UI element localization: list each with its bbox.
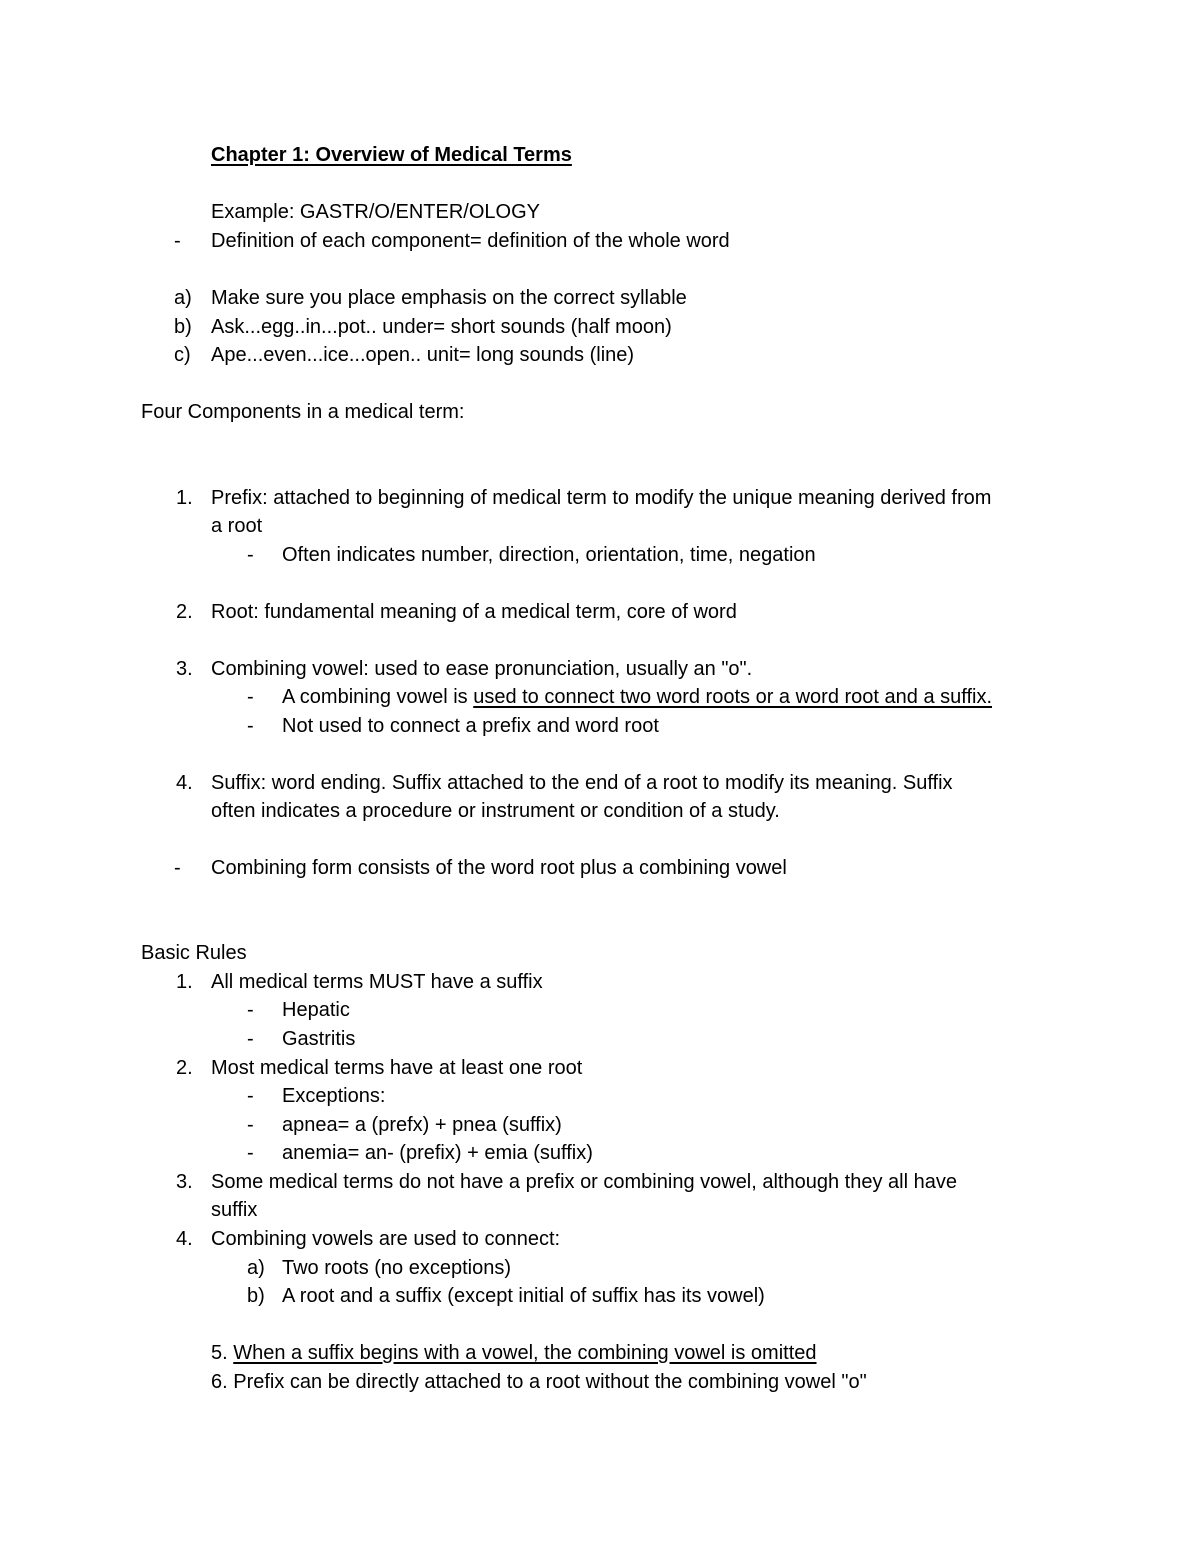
- example-bullet-marker: -: [174, 230, 181, 252]
- example-definition: Definition of each component= definition of the whole word: [211, 230, 730, 252]
- rule-2-sub-marker: -: [247, 1114, 254, 1136]
- component-vowel: Combining vowel: used to ease pronunciation, usually an "o".: [211, 658, 753, 680]
- rule-4-sub-b: A root and a suffix (except initial of suffix has its vowel): [282, 1285, 765, 1307]
- rule-2-sub-marker: -: [247, 1085, 254, 1107]
- component-marker-root: 2.: [176, 601, 193, 623]
- component-vowel-sub1-plain: A combining vowel is: [282, 686, 474, 708]
- rule-4-sub-marker-a: a): [247, 1257, 265, 1279]
- components-heading: Four Components in a medical term:: [141, 401, 465, 423]
- component-vowel-sub2-marker: -: [247, 715, 254, 737]
- example-line: Example: GASTR/O/ENTER/OLOGY: [211, 201, 540, 223]
- rule-marker-3: 3.: [176, 1171, 193, 1193]
- component-vowel-sub1-underlined: used to connect two word roots or a word root and a suffix.: [473, 686, 993, 708]
- rule-4: Combining vowels are used to connect:: [211, 1228, 561, 1250]
- rule-1: All medical terms MUST have a suffix: [211, 971, 543, 993]
- rule-marker-1: 1.: [176, 971, 193, 993]
- rule-marker-2: 2.: [176, 1057, 193, 1079]
- rule-2-sub-anemia: anemia= an- (prefix) + emia (suffix): [282, 1142, 593, 1164]
- pronunciation-marker-b: b): [174, 316, 192, 338]
- combining-form-marker: -: [174, 857, 181, 879]
- page-title: Chapter 1: Overview of Medical Terms: [211, 144, 572, 166]
- component-vowel-sub2: Not used to connect a prefix and word root: [282, 715, 659, 737]
- pronunciation-item-b: Ask...egg..in...pot.. under= short sounds (half moon): [211, 316, 672, 338]
- rule-3-line2: suffix: [211, 1199, 258, 1221]
- component-root: Root: fundamental meaning of a medical term, core of word: [211, 601, 737, 623]
- rule-2-sub-exceptions: Exceptions:: [282, 1085, 386, 1107]
- combining-form-note: Combining form consists of the word root plus a combining vowel: [211, 857, 787, 879]
- rule-4-sub-a: Two roots (no exceptions): [282, 1257, 511, 1279]
- component-prefix-sub: Often indicates number, direction, orientation, time, negation: [282, 544, 816, 566]
- rule-5: [211, 1341, 817, 1365]
- rule-2-sub-marker: -: [247, 1142, 254, 1164]
- component-marker-prefix: 1.: [176, 487, 193, 509]
- pronunciation-marker-a: a): [174, 287, 192, 309]
- component-prefix-line2: a root: [211, 515, 263, 537]
- rule-6: 6. Prefix can be directly attached to a root without the combining vowel "o": [211, 1371, 867, 1393]
- component-vowel-sub1: [282, 685, 992, 709]
- component-prefix-line1: Prefix: attached to beginning of medical term to modify the unique meaning derived from: [211, 487, 992, 509]
- component-marker-suffix: 4.: [176, 772, 193, 794]
- component-prefix-sub-marker: -: [247, 544, 254, 566]
- component-vowel-sub1-marker: -: [247, 686, 254, 708]
- rule-2: Most medical terms have at least one root: [211, 1057, 583, 1079]
- rule-1-sub-marker: -: [247, 1028, 254, 1050]
- rule-1-sub-gastritis: Gastritis: [282, 1028, 356, 1050]
- rule-marker-4: 4.: [176, 1228, 193, 1250]
- component-marker-vowel: 3.: [176, 658, 193, 680]
- component-suffix-line1: Suffix: word ending. Suffix attached to the end of a root to modify its meaning. Suffix: [211, 772, 953, 794]
- rule-5-underlined: When a suffix begins with a vowel, the combining vowel is omitted: [233, 1342, 817, 1364]
- rule-3-line1: Some medical terms do not have a prefix or combining vowel, although they all have: [211, 1171, 957, 1193]
- rules-heading: Basic Rules: [141, 942, 247, 964]
- pronunciation-item-c: Ape...even...ice...open.. unit= long sounds (line): [211, 344, 635, 366]
- pronunciation-marker-c: c): [174, 344, 191, 366]
- component-suffix-line2: often indicates a procedure or instrument or condition of a study.: [211, 800, 780, 822]
- pronunciation-item-a: Make sure you place emphasis on the correct syllable: [211, 287, 687, 309]
- rule-5-number: 5.: [211, 1342, 234, 1364]
- rule-1-sub-hepatic: Hepatic: [282, 999, 350, 1021]
- rule-2-sub-apnea: apnea= a (prefx) + pnea (suffix): [282, 1114, 562, 1136]
- rule-1-sub-marker: -: [247, 999, 254, 1021]
- rule-4-sub-marker-b: b): [247, 1285, 265, 1307]
